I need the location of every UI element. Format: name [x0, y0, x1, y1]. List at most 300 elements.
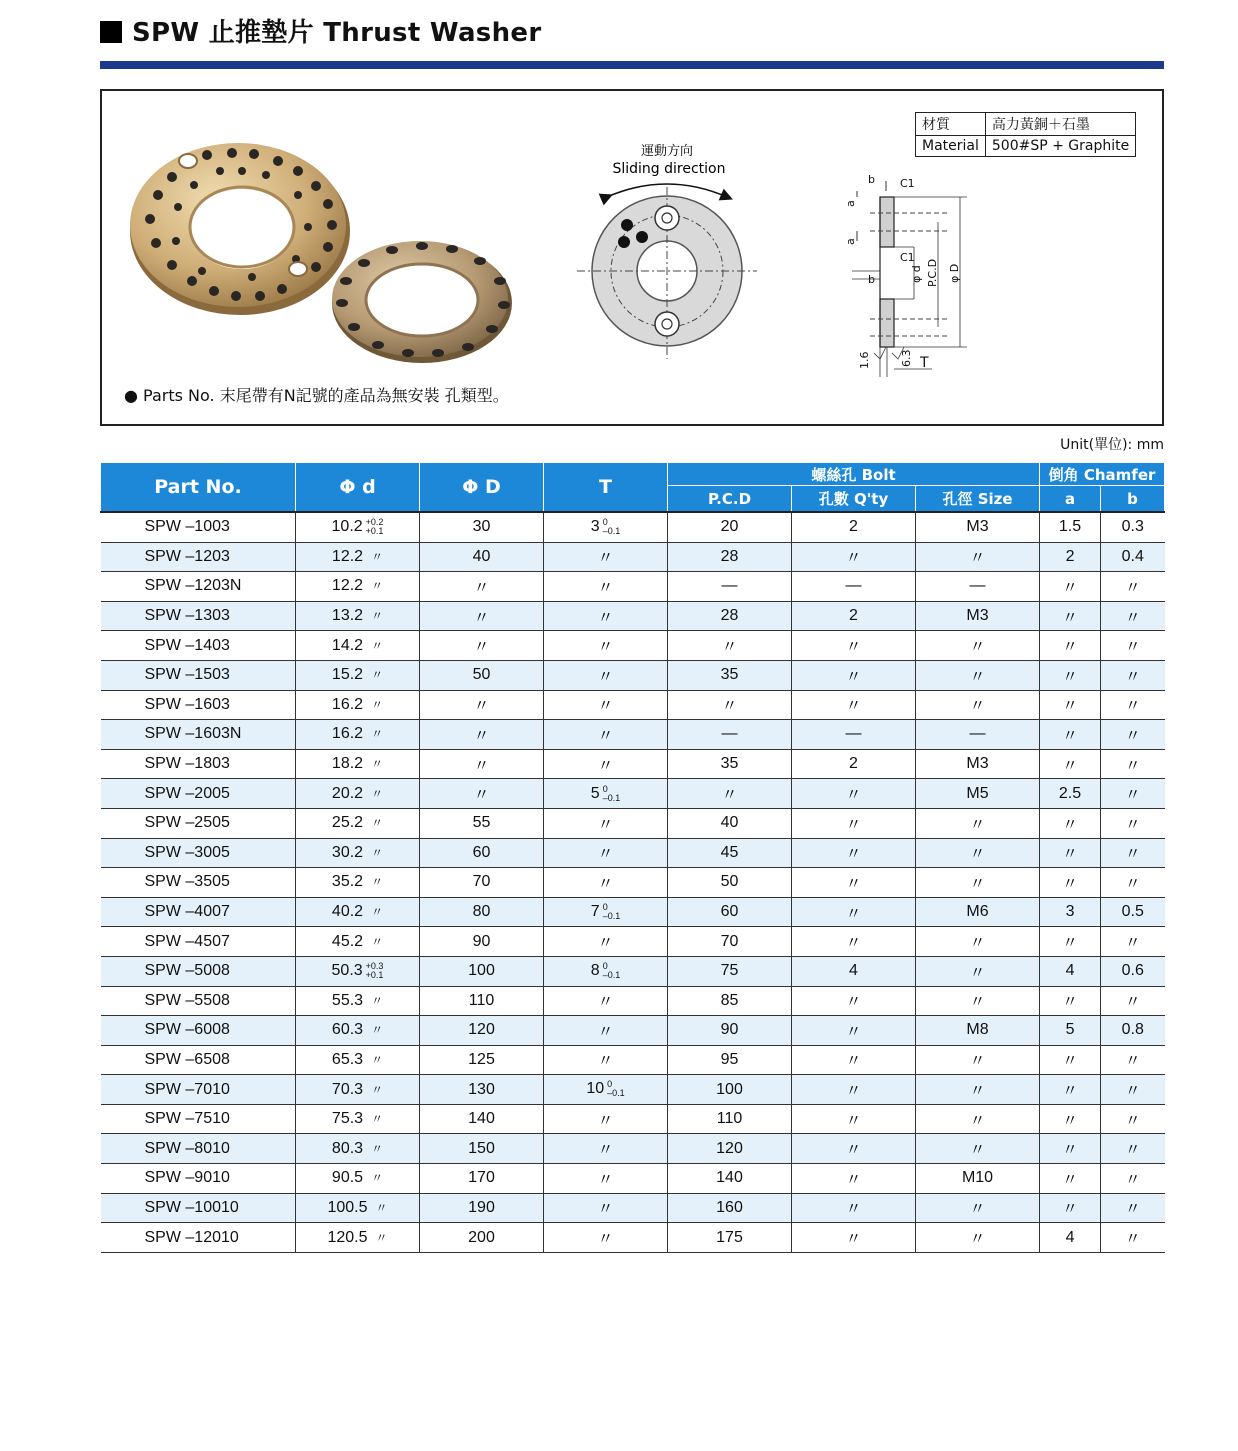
qty-value: 〃: [845, 787, 862, 805]
phi-d-value: 45.2: [331, 932, 364, 950]
pcd-cell: [668, 868, 792, 898]
large-washer-photo: [130, 143, 350, 315]
size-value: 〃: [969, 668, 986, 686]
part-no-cell: [101, 660, 296, 690]
size-value: 〃: [969, 935, 986, 953]
table-row: [101, 868, 1165, 898]
t-cell: [544, 927, 668, 957]
qty-cell: [792, 868, 916, 898]
chamfer-a-cell: [1040, 808, 1101, 838]
table-row: [101, 1104, 1165, 1134]
table-row: [101, 631, 1165, 661]
size-cell: [916, 660, 1040, 690]
chamfer-b-cell: [1101, 1016, 1165, 1046]
pcd-cell: [668, 1193, 792, 1223]
t-cell: [544, 956, 668, 986]
pcd-value: 100: [716, 1080, 743, 1098]
t-cell: [544, 838, 668, 868]
pcd-value: 40: [720, 814, 739, 832]
square-bullet-icon: [100, 21, 122, 43]
part-no: SPW –1303: [144, 607, 230, 625]
qty-value: 〃: [845, 1112, 862, 1130]
table-row: [101, 1016, 1165, 1046]
phi-d-value: 60.3: [331, 1021, 364, 1039]
size-cell: [916, 572, 1040, 602]
chamfer-b-value: 〃: [1124, 727, 1141, 745]
t-cell: [544, 1164, 668, 1194]
phi-D-cell: [420, 1134, 544, 1164]
chamfer-a-value: 〃: [1062, 816, 1079, 834]
phi-d-value: 10.2: [331, 518, 363, 536]
roughness-6-3: 6.3: [900, 349, 913, 367]
chamfer-a-value: 〃: [1062, 1083, 1079, 1101]
chamfer-a-cell: [1040, 572, 1101, 602]
chamfer-a-value: 4: [1065, 962, 1075, 980]
phi-D-value: 130: [468, 1080, 495, 1098]
t-cell: [544, 1223, 668, 1253]
chamfer-a-cell: [1040, 986, 1101, 1016]
chamfer-b-cell: [1101, 1104, 1165, 1134]
phi-D-cell: [420, 779, 544, 809]
qty-value: 〃: [845, 639, 862, 657]
chamfer-a-cell: [1040, 1045, 1101, 1075]
phi-d-value: 30.2: [331, 843, 364, 861]
col-qty: 孔數 Q'ty: [792, 486, 916, 512]
size-cell: [916, 808, 1040, 838]
phi-D-cell: [420, 542, 544, 572]
phi-d-value: 90.5: [331, 1169, 364, 1187]
page-title-text: SPW 止推墊片 Thrust Washer: [132, 18, 542, 48]
qty-value: 〃: [845, 1201, 862, 1219]
phi-D-cell: [420, 601, 544, 631]
chamfer-b-cell: [1101, 779, 1165, 809]
part-no-cell: [101, 1223, 296, 1253]
table-row: [101, 986, 1165, 1016]
size-value: 〃: [969, 964, 986, 982]
phi-D-value: 90: [472, 932, 491, 950]
chamfer-a-value: 1.5: [1058, 518, 1082, 536]
part-no-cell: [101, 1193, 296, 1223]
chamfer-a-cell: [1040, 542, 1101, 572]
phi-d-tolerance-upper: +0.3: [365, 961, 384, 972]
chamfer-b-value: 0.6: [1121, 962, 1144, 980]
qty-cell: [792, 720, 916, 750]
pcd-value: 60: [720, 903, 739, 921]
chamfer-b-value: 〃: [1124, 1053, 1141, 1071]
ditto-mark: 〃: [371, 1112, 384, 1127]
size-cell: [916, 956, 1040, 986]
qty-value: 〃: [845, 698, 862, 716]
chamfer-b-value: 〃: [1124, 816, 1141, 834]
phi-d-cell: [296, 897, 420, 927]
qty-value: 〃: [845, 994, 862, 1012]
size-value: 〃: [969, 1083, 986, 1101]
part-no-cell: [101, 1016, 296, 1046]
size-cell: [916, 690, 1040, 720]
size-value: 〃: [969, 1231, 986, 1249]
part-no-cell: [101, 690, 296, 720]
t-value: 〃: [597, 1023, 614, 1041]
phi-D-cell: [420, 808, 544, 838]
ditto-mark: 〃: [371, 609, 384, 624]
table-row: [101, 572, 1165, 602]
qty-cell: [792, 808, 916, 838]
part-no-cell: [101, 868, 296, 898]
t-cell: [544, 986, 668, 1016]
part-no-cell: [101, 720, 296, 750]
t-tolerance: [607, 1080, 625, 1098]
phi-d-value: 50.3: [331, 962, 363, 980]
sliding-label-cn: 運動方向: [640, 144, 694, 159]
qty-value: 2: [849, 755, 858, 773]
size-cell: [916, 1134, 1040, 1164]
chamfer-a-cell: [1040, 512, 1101, 542]
t-tolerance-upper: 0: [602, 783, 608, 794]
ditto-mark: 〃: [371, 816, 384, 831]
phi-d-cell: [296, 1223, 420, 1253]
part-no: SPW –5508: [144, 991, 230, 1009]
size-value: M10: [961, 1169, 994, 1187]
phi-D-value: 110: [468, 991, 495, 1009]
size-value: M6: [966, 903, 989, 921]
qty-value: 〃: [845, 1171, 862, 1189]
chamfer-a-value: 4: [1065, 1228, 1075, 1246]
t-value: 〃: [597, 935, 614, 953]
size-value: 〃: [969, 846, 986, 864]
phi-D-value: 〃: [473, 698, 490, 716]
pcd-value: 120: [716, 1139, 743, 1157]
phi-d-value: 20.2: [331, 784, 364, 802]
phi-D-cell: [420, 512, 544, 542]
phi-d-cell: [296, 1016, 420, 1046]
t-cell: [544, 512, 668, 542]
phi-D-value: 125: [468, 1050, 495, 1068]
phi-d-value: 12.2: [331, 577, 364, 595]
chamfer-a-value: 2: [1065, 547, 1075, 565]
size-cell: [916, 1193, 1040, 1223]
t-value: 〃: [597, 1201, 614, 1219]
part-no: SPW –1203: [144, 547, 230, 565]
chamfer-a-cell: [1040, 868, 1101, 898]
size-cell: [916, 838, 1040, 868]
t-tolerance-upper: 0: [607, 1079, 613, 1090]
t-tolerance-upper: 0: [602, 517, 608, 528]
table-row: [101, 1045, 1165, 1075]
col-size: 孔徑 Size: [916, 486, 1040, 512]
part-no-cell: [101, 779, 296, 809]
phi-D-value: 60: [472, 843, 491, 861]
part-no: SPW –6508: [144, 1050, 230, 1068]
chamfer-a-value: 〃: [1062, 1112, 1079, 1130]
phi-d-value: 100.5: [327, 1198, 368, 1216]
phi-d-value: 25.2: [331, 814, 364, 832]
pcd-cell: [668, 808, 792, 838]
phi-d-value: 65.3: [331, 1050, 364, 1068]
size-value: 〃: [969, 875, 986, 893]
size-value: 〃: [969, 1142, 986, 1160]
dim-a1: a: [844, 200, 857, 207]
t-cell: [544, 542, 668, 572]
chamfer-a-value: 〃: [1062, 875, 1079, 893]
qty-value: 〃: [845, 1053, 862, 1071]
size-cell: [916, 1075, 1040, 1105]
size-cell: [916, 927, 1040, 957]
chamfer-a-cell: [1040, 779, 1101, 809]
size-cell: [916, 601, 1040, 631]
ditto-mark: 〃: [371, 1171, 384, 1186]
phi-d-cell: [296, 690, 420, 720]
pcd-cell: [668, 956, 792, 986]
phi-D-cell: [420, 927, 544, 957]
phi-D-value: 40: [472, 547, 491, 565]
phi-D-cell: [420, 631, 544, 661]
part-no: SPW –1603: [144, 695, 230, 713]
phi-D-cell: [420, 572, 544, 602]
t-value: 〃: [597, 1053, 614, 1071]
ditto-mark: 〃: [371, 697, 384, 712]
chamfer-b-cell: [1101, 1193, 1165, 1223]
part-no-cell: [101, 572, 296, 602]
pcd-cell: [668, 572, 792, 602]
qty-cell: [792, 512, 916, 542]
part-no: SPW –1803: [144, 755, 230, 773]
qty-cell: [792, 897, 916, 927]
t-value: 〃: [597, 1142, 614, 1160]
pcd-value: 50: [720, 873, 739, 891]
small-washer-photo: [332, 241, 512, 363]
col-t: T: [544, 463, 668, 513]
chamfer-b-cell: [1101, 542, 1165, 572]
chamfer-a-cell: [1040, 720, 1101, 750]
t-tolerance-upper: 0: [602, 901, 608, 912]
pcd-value: 90: [720, 1021, 739, 1039]
size-cell: [916, 897, 1040, 927]
qty-cell: [792, 1016, 916, 1046]
page-title: [100, 12, 541, 49]
chamfer-b-value: 〃: [1124, 1231, 1141, 1249]
table-row: [101, 897, 1165, 927]
part-no-cell: [101, 601, 296, 631]
pcd-value: 35: [720, 755, 739, 773]
t-cell: [544, 808, 668, 838]
t-cell: [544, 868, 668, 898]
size-cell: [916, 749, 1040, 779]
t-tolerance: [603, 518, 621, 536]
phi-d-cell: [296, 1045, 420, 1075]
chamfer-b-cell: [1101, 1075, 1165, 1105]
phi-D-cell: [420, 897, 544, 927]
phi-d-value: 15.2: [331, 666, 364, 684]
pcd-value: 70: [720, 932, 739, 950]
pcd-value: 110: [716, 1110, 743, 1128]
chamfer-b-cell: [1101, 808, 1165, 838]
pcd-cell: [668, 1104, 792, 1134]
size-value: 〃: [969, 1112, 986, 1130]
size-value: 〃: [969, 698, 986, 716]
pcd-value: 20: [720, 518, 739, 536]
phi-d-cell: [296, 601, 420, 631]
ditto-mark: 〃: [371, 727, 384, 742]
ditto-mark: 〃: [371, 1082, 384, 1097]
phi-D-value: 200: [468, 1228, 495, 1246]
size-cell: [916, 542, 1040, 572]
part-no: SPW –1403: [144, 636, 230, 654]
sliding-diagram: [577, 187, 757, 359]
chamfer-a-value: 〃: [1062, 935, 1079, 953]
pcd-value: 28: [720, 607, 739, 625]
size-cell: [916, 512, 1040, 542]
phi-D-cell: [420, 1104, 544, 1134]
qty-value: 〃: [845, 1142, 862, 1160]
dim-phi-D: φ D: [948, 263, 961, 283]
phi-D-value: 〃: [473, 579, 490, 597]
chamfer-b-cell: [1101, 897, 1165, 927]
qty-value: 〃: [845, 668, 862, 686]
chamfer-b-cell: [1101, 631, 1165, 661]
part-no: SPW –10010: [144, 1198, 239, 1216]
ditto-mark: 〃: [371, 757, 384, 772]
part-no: SPW –2505: [144, 814, 230, 832]
phi-D-cell: [420, 868, 544, 898]
chamfer-a-cell: [1040, 1223, 1101, 1253]
chamfer-a-cell: [1040, 1164, 1101, 1194]
pcd-cell: [668, 838, 792, 868]
t-cell: [544, 572, 668, 602]
material-table: [915, 112, 1136, 157]
col-part-no: Part No.: [101, 463, 296, 513]
pcd-value: 160: [716, 1198, 743, 1216]
t-tolerance-lower: –0.1: [602, 792, 621, 803]
phi-d-cell: [296, 749, 420, 779]
phi-d-tolerance-lower: +0.1: [365, 970, 384, 981]
t-cell: [544, 690, 668, 720]
table-row: [101, 542, 1165, 572]
ditto-mark: 〃: [371, 638, 384, 653]
chamfer-a-value: 〃: [1062, 757, 1079, 775]
qty-cell: [792, 690, 916, 720]
phi-d-tolerance-lower: +0.1: [365, 526, 384, 537]
size-value: 〃: [969, 816, 986, 834]
part-no: SPW –9010: [144, 1169, 230, 1187]
col-b: b: [1101, 486, 1165, 512]
chamfer-b-cell: [1101, 1164, 1165, 1194]
t-value: 〃: [597, 698, 614, 716]
t-tolerance-lower: –0.1: [602, 970, 621, 981]
size-value: —: [969, 577, 986, 595]
spec-table: [100, 462, 1165, 1253]
phi-d-value: 13.2: [331, 607, 364, 625]
part-no: SPW –1603N: [144, 725, 242, 743]
part-no: SPW –4007: [144, 903, 230, 921]
col-pcd: P.C.D: [668, 486, 792, 512]
chamfer-a-value: 〃: [1062, 668, 1079, 686]
chamfer-a-value: 2.5: [1058, 784, 1082, 802]
chamfer-b-value: 〃: [1124, 1112, 1141, 1130]
part-no-cell: [101, 1164, 296, 1194]
qty-cell: [792, 749, 916, 779]
table-row: [101, 1193, 1165, 1223]
col-a: a: [1040, 486, 1101, 512]
chamfer-b-cell: [1101, 1134, 1165, 1164]
chamfer-a-cell: [1040, 1016, 1101, 1046]
chamfer-a-cell: [1040, 1134, 1101, 1164]
pcd-value: 140: [716, 1169, 743, 1187]
table-row: [101, 808, 1165, 838]
chamfer-b-cell: [1101, 1045, 1165, 1075]
cross-section-drawing: [844, 173, 967, 377]
chamfer-a-cell: [1040, 690, 1101, 720]
pcd-value: 85: [720, 991, 739, 1009]
t-cell: [544, 749, 668, 779]
phi-D-value: 〃: [473, 609, 490, 627]
phi-d-cell: [296, 512, 420, 542]
phi-d-tolerance: [366, 518, 384, 536]
pcd-cell: [668, 601, 792, 631]
chamfer-b-value: 〃: [1124, 579, 1141, 597]
chamfer-b-value: 0.5: [1121, 903, 1144, 921]
pcd-cell: [668, 542, 792, 572]
qty-cell: [792, 601, 916, 631]
phi-d-value: 80.3: [331, 1139, 364, 1157]
phi-d-value: 55.3: [331, 991, 364, 1009]
part-no-cell: [101, 927, 296, 957]
pcd-value: 〃: [721, 639, 738, 657]
part-no-cell: [101, 542, 296, 572]
t-cell: [544, 601, 668, 631]
part-no: SPW –4507: [144, 932, 230, 950]
qty-value: 〃: [845, 550, 862, 568]
t-cell: [544, 660, 668, 690]
dim-phi-d: φ d: [910, 265, 923, 283]
chamfer-b-cell: [1101, 572, 1165, 602]
part-no-cell: [101, 1134, 296, 1164]
ditto-mark: 〃: [371, 668, 384, 683]
phi-D-value: 80: [472, 903, 491, 921]
phi-d-cell: [296, 1075, 420, 1105]
chamfer-a-value: 〃: [1062, 846, 1079, 864]
t-tolerance-lower: –0.1: [602, 910, 621, 921]
chamfer-b-cell: [1101, 660, 1165, 690]
ditto-mark: 〃: [371, 993, 384, 1008]
qty-cell: [792, 927, 916, 957]
table-row: [101, 779, 1165, 809]
chamfer-a-value: 〃: [1062, 639, 1079, 657]
size-cell: [916, 720, 1040, 750]
size-cell: [916, 1223, 1040, 1253]
t-value: 7: [590, 903, 600, 921]
phi-d-cell: [296, 1134, 420, 1164]
phi-d-value: 40.2: [331, 903, 364, 921]
chamfer-b-cell: [1101, 512, 1165, 542]
ditto-mark: 〃: [371, 549, 384, 564]
phi-d-value: 18.2: [331, 755, 364, 773]
chamfer-a-value: 3: [1065, 903, 1075, 921]
pcd-value: 〃: [721, 787, 738, 805]
part-no-cell: [101, 838, 296, 868]
size-cell: [916, 779, 1040, 809]
size-cell: [916, 868, 1040, 898]
part-no: SPW –6008: [144, 1021, 230, 1039]
pcd-cell: [668, 720, 792, 750]
dim-b-top: b: [868, 173, 875, 186]
phi-D-cell: [420, 690, 544, 720]
part-no: SPW –1203N: [144, 577, 242, 595]
size-value: M3: [966, 755, 989, 773]
pcd-value: 95: [720, 1050, 739, 1068]
phi-D-value: 70: [472, 873, 491, 891]
t-cell: [544, 1016, 668, 1046]
t-value: 〃: [597, 757, 614, 775]
